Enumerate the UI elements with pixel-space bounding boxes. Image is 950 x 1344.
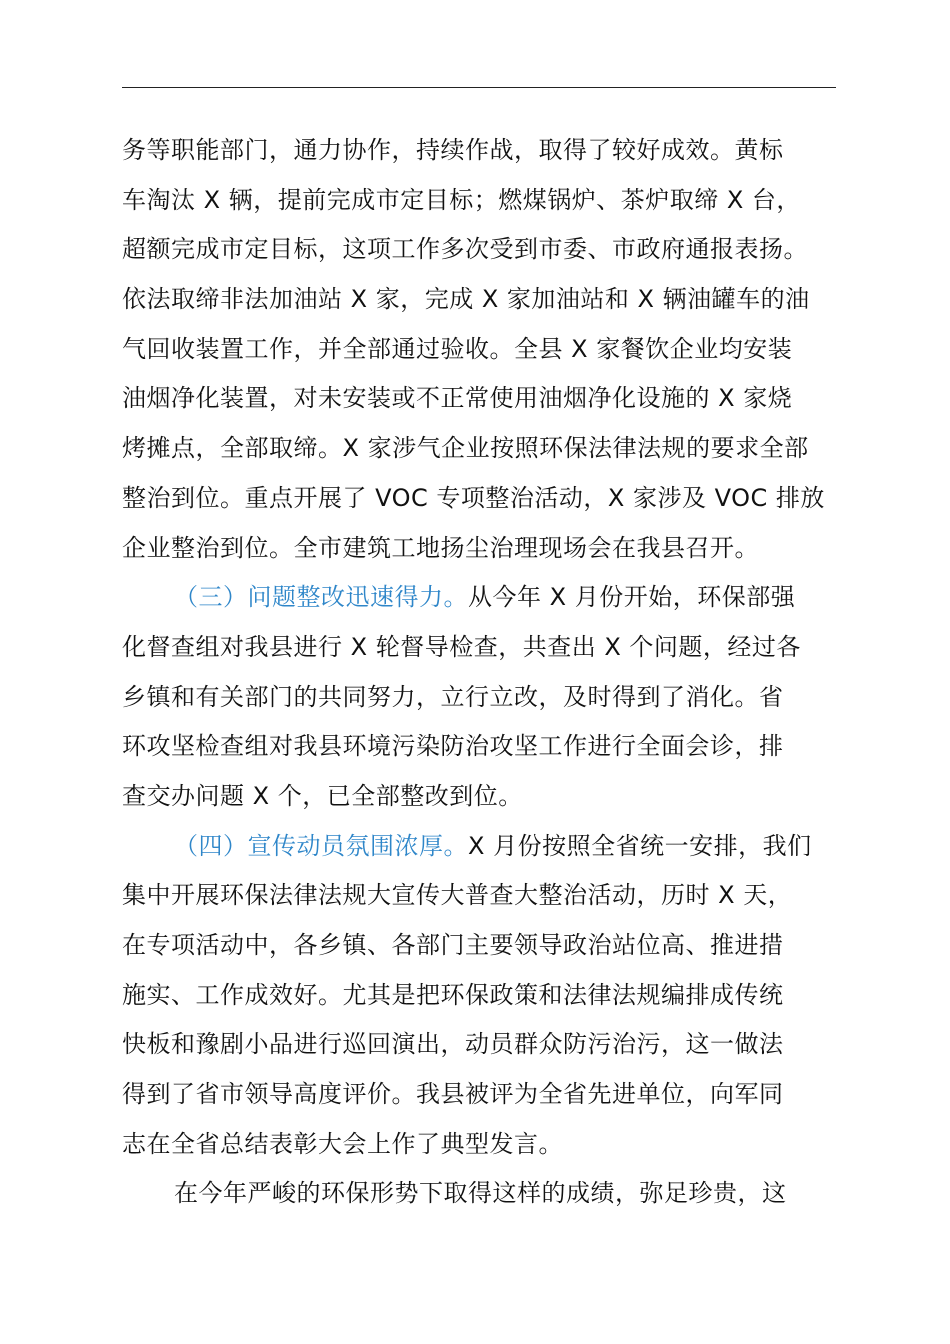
text-line: 集中开展环保法律法规大宣传大普查大整治活动，历时 X 天， (122, 881, 793, 910)
text-line: 气回收装置工作，并全部通过验收。全县 X 家餐饮企业均安装 (122, 334, 793, 363)
text-line: 环攻坚检查组对我县环境污染防治攻坚工作进行全面会诊，排 (122, 732, 784, 761)
text-line: 在专项活动中，各乡镇、各部门主要领导政治站位高、推进措 (122, 931, 784, 959)
paragraph-continued (122, 126, 840, 573)
text-line: 施实、工作成效好。尤其是把环保政策和法律法规编排成传统 (122, 980, 784, 1009)
header-rule (122, 87, 836, 88)
text-line: 务等职能部门，通力协作，持续作战，取得了较好成效。黄标 (122, 136, 784, 164)
text-line: 乡镇和有关部门的共同努力，立行立改，及时得到了消化。省 (122, 682, 784, 711)
section-four (122, 822, 840, 1170)
section-first-line (122, 573, 840, 623)
text-line: 超额完成市定目标，这项工作多次受到市委、市政府通报表扬。 (122, 235, 808, 264)
closing-paragraph (122, 1169, 840, 1219)
text-line: 化督查组对我县进行 X 轮督导检查，共查出 X 个问题，经过各 (122, 632, 801, 661)
text-line: 志在全省总结表彰大会上作了典型发言。 (122, 1129, 563, 1158)
text-line: 查交办问题 X 个，已全部整改到位。 (122, 781, 523, 810)
text-line: 依法取缔非法加油站 X 家，完成 X 家加油站和 X 辆油罐车的油 (122, 285, 810, 314)
section-three (122, 573, 840, 821)
text-line: 得到了省市领导高度评价。我县被评为全省先进单位，向军同 (122, 1080, 784, 1109)
text-line: 快板和豫剧小品进行巡回演出，动员群众防污治污，这一做法 (122, 1030, 784, 1059)
section-text: 从今年 X 月份开始，环保部强 (468, 583, 796, 612)
text-line: 企业整治到位。全市建筑工地扬尘治理现场会在我县召开。 (122, 533, 759, 562)
text-line: 在今年严峻的环保形势下取得这样的成绩，弥足珍贵，这 (174, 1179, 787, 1208)
section-heading: （三）问题整改迅速得力。 (174, 583, 468, 612)
section-first-line (122, 822, 840, 872)
text-line: 整治到位。重点开展了 VOC 专项整治活动，X 家涉及 VOC 排放 (122, 483, 825, 512)
document-body (122, 126, 840, 1219)
text-line: 烤摊点，全部取缔。X 家涉气企业按照环保法律法规的要求全部 (122, 434, 809, 463)
section-text: X 月份按照全省统一安排，我们 (468, 831, 812, 860)
text-line: 车淘汰 X 辆，提前完成市定目标；燃煤锅炉、茶炉取缔 X 台， (122, 185, 801, 214)
text-line: 油烟净化装置，对未安装或不正常使用油烟净化设施的 X 家烧 (122, 384, 793, 413)
section-heading: （四）宣传动员氛围浓厚。 (174, 831, 468, 860)
